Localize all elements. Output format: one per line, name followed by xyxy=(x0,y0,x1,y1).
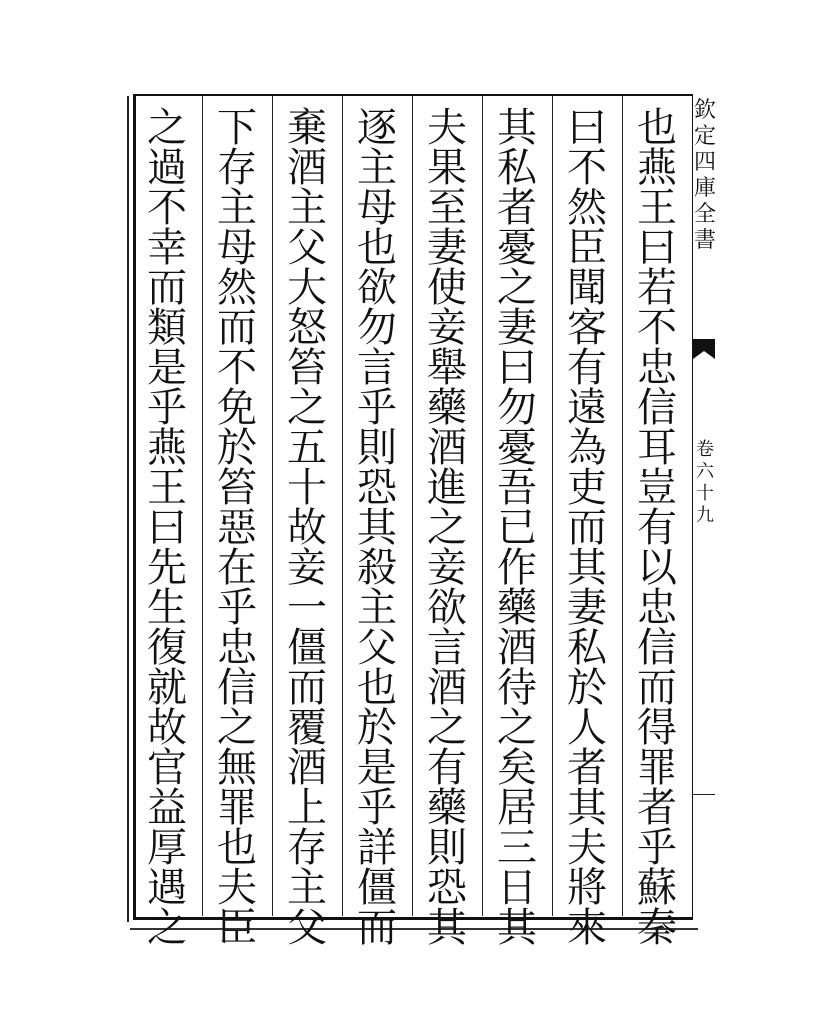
text-char: 復 xyxy=(147,625,187,671)
text-char: 藥 xyxy=(427,785,467,831)
text-char: 信 xyxy=(217,665,257,711)
text-char: 母 xyxy=(217,225,257,271)
text-char: 十 xyxy=(287,465,327,511)
text-char: 藥 xyxy=(497,585,537,631)
column-separator xyxy=(412,96,413,916)
text-char: 已 xyxy=(497,505,537,551)
outer-border-line xyxy=(127,96,129,922)
text-char: 乎 xyxy=(147,385,187,431)
text-char: 人 xyxy=(567,705,607,751)
text-char: 也 xyxy=(637,105,677,151)
text-char: 酒 xyxy=(497,625,537,671)
margin-char: 九 xyxy=(696,505,714,526)
text-char: 蘇 xyxy=(637,865,677,911)
text-char: 乎 xyxy=(357,385,397,431)
text-char: 妻 xyxy=(567,585,607,631)
text-column xyxy=(557,105,617,951)
text-char: 乎 xyxy=(217,585,257,631)
text-char: 而 xyxy=(287,665,327,711)
text-char: 五 xyxy=(287,425,327,471)
text-char: 其 xyxy=(427,905,467,951)
text-char: 之 xyxy=(147,905,187,951)
text-char: 益 xyxy=(147,785,187,831)
text-char: 信 xyxy=(637,385,677,431)
text-char: 其 xyxy=(497,905,537,951)
text-char: 者 xyxy=(637,785,677,831)
text-char: 殺 xyxy=(357,545,397,591)
text-char: 其 xyxy=(357,505,397,551)
text-char: 類 xyxy=(147,305,187,351)
text-column xyxy=(137,105,197,951)
text-char: 秦 xyxy=(637,905,677,951)
text-char: 罪 xyxy=(217,785,257,831)
text-char: 也 xyxy=(357,665,397,711)
text-char: 臣 xyxy=(217,905,257,951)
text-char: 夫 xyxy=(427,105,467,151)
text-char: 遠 xyxy=(567,385,607,431)
text-char: 欲 xyxy=(357,265,397,311)
text-char: 不 xyxy=(567,145,607,191)
text-char: 是 xyxy=(147,345,187,391)
text-char: 主 xyxy=(357,145,397,191)
text-char: 之 xyxy=(497,265,537,311)
text-char: 上 xyxy=(287,785,327,831)
text-char: 舉 xyxy=(427,345,467,391)
text-char: 忠 xyxy=(637,345,677,391)
margin-char: 定 xyxy=(693,124,716,149)
column-separator xyxy=(622,96,623,916)
text-char: 主 xyxy=(287,185,327,231)
text-char: 得 xyxy=(637,705,677,751)
text-char: 居 xyxy=(497,785,537,831)
text-char: 有 xyxy=(567,345,607,391)
text-char: 而 xyxy=(637,665,677,711)
margin-char: 庫 xyxy=(693,176,716,201)
text-char: 憂 xyxy=(497,425,537,471)
text-char: 客 xyxy=(567,305,607,351)
text-char: 忠 xyxy=(637,585,677,631)
text-char: 燕 xyxy=(147,425,187,471)
text-char: 忠 xyxy=(217,625,257,671)
text-char: 其 xyxy=(497,105,537,151)
text-char: 然 xyxy=(567,185,607,231)
column-separator xyxy=(482,96,483,916)
text-char: 覆 xyxy=(287,705,327,751)
text-char: 矣 xyxy=(497,745,537,791)
text-char: 若 xyxy=(637,265,677,311)
text-char: 下 xyxy=(217,105,257,151)
text-char: 酒 xyxy=(427,665,467,711)
volume-label xyxy=(693,439,717,527)
text-char: 言 xyxy=(357,345,397,391)
text-char: 之 xyxy=(147,105,187,151)
text-char: 乎 xyxy=(357,785,397,831)
margin-char: 欽 xyxy=(693,98,716,123)
margin-char: 全 xyxy=(693,202,716,227)
text-char: 豈 xyxy=(637,465,677,511)
text-char: 之 xyxy=(287,385,327,431)
margin-char: 六 xyxy=(696,461,714,482)
text-char: 至 xyxy=(427,185,467,231)
text-char: 笞 xyxy=(217,465,257,511)
text-char: 母 xyxy=(357,185,397,231)
text-char: 曰 xyxy=(567,105,607,151)
text-char: 厚 xyxy=(147,825,187,871)
text-char: 酒 xyxy=(287,145,327,191)
text-char: 就 xyxy=(147,665,187,711)
text-char: 幸 xyxy=(147,225,187,271)
text-char: 恐 xyxy=(427,865,467,911)
text-char: 主 xyxy=(357,585,397,631)
text-char: 過 xyxy=(147,145,187,191)
text-char: 恐 xyxy=(357,465,397,511)
text-char: 來 xyxy=(567,905,607,951)
text-char: 耳 xyxy=(637,425,677,471)
text-char: 使 xyxy=(427,265,467,311)
margin-char: 卷 xyxy=(696,439,714,460)
text-char: 夫 xyxy=(217,865,257,911)
text-char: 信 xyxy=(637,625,677,671)
text-char: 免 xyxy=(217,385,257,431)
text-char: 之 xyxy=(497,705,537,751)
column-separator xyxy=(202,96,203,916)
text-char: 大 xyxy=(287,265,327,311)
text-char: 酒 xyxy=(427,425,467,471)
text-char: 有 xyxy=(427,745,467,791)
text-char: 惡 xyxy=(217,505,257,551)
text-char: 父 xyxy=(287,905,327,951)
text-char: 故 xyxy=(287,505,327,551)
text-char: 則 xyxy=(357,425,397,471)
text-char: 以 xyxy=(637,545,677,591)
text-char: 曰 xyxy=(147,505,187,551)
margin-divider xyxy=(693,794,715,795)
text-char: 勿 xyxy=(497,385,537,431)
text-char: 將 xyxy=(567,865,607,911)
text-char: 果 xyxy=(427,145,467,191)
text-char: 妻 xyxy=(497,305,537,351)
text-column xyxy=(347,105,407,951)
text-char: 私 xyxy=(497,145,537,191)
text-char: 存 xyxy=(287,825,327,871)
text-char: 於 xyxy=(357,705,397,751)
text-column xyxy=(207,105,267,951)
text-char: 生 xyxy=(147,585,187,631)
text-char: 其 xyxy=(567,785,607,831)
text-char: 者 xyxy=(567,745,607,791)
text-char: 不 xyxy=(637,305,677,351)
text-column xyxy=(627,105,687,951)
text-char: 不 xyxy=(147,185,187,231)
text-char: 酒 xyxy=(287,745,327,791)
text-column xyxy=(277,105,337,951)
text-char: 在 xyxy=(217,545,257,591)
book-title xyxy=(693,98,717,254)
margin-char: 十 xyxy=(696,483,714,504)
text-char: 妾 xyxy=(427,545,467,591)
text-char: 罪 xyxy=(637,745,677,791)
text-char: 也 xyxy=(217,825,257,871)
text-char: 詳 xyxy=(357,825,397,871)
text-char: 而 xyxy=(217,305,257,351)
text-char: 臣 xyxy=(567,225,607,271)
text-char: 父 xyxy=(357,625,397,671)
text-char: 主 xyxy=(287,865,327,911)
text-char: 進 xyxy=(427,465,467,511)
text-char: 乎 xyxy=(637,825,677,871)
text-char: 三 xyxy=(497,825,537,871)
text-char: 作 xyxy=(497,545,537,591)
text-char: 王 xyxy=(147,465,187,511)
text-char: 僵 xyxy=(357,865,397,911)
column-separator xyxy=(342,96,343,916)
text-char: 王 xyxy=(637,185,677,231)
text-char: 怒 xyxy=(287,305,327,351)
text-char: 欲 xyxy=(427,585,467,631)
text-char: 遇 xyxy=(147,865,187,911)
text-char: 妻 xyxy=(427,225,467,271)
text-char: 憂 xyxy=(497,225,537,271)
text-column xyxy=(487,105,547,951)
text-char: 夫 xyxy=(567,825,607,871)
column-separator xyxy=(272,96,273,916)
text-char: 則 xyxy=(427,825,467,871)
text-char: 存 xyxy=(217,145,257,191)
text-char: 私 xyxy=(567,625,607,671)
text-char: 是 xyxy=(357,745,397,791)
text-char: 為 xyxy=(567,425,607,471)
text-char: 逐 xyxy=(357,105,397,151)
text-char: 其 xyxy=(567,545,607,591)
text-char: 故 xyxy=(147,705,187,751)
fishtail-mark-icon xyxy=(693,339,715,359)
text-char: 而 xyxy=(567,505,607,551)
column-separator xyxy=(552,96,553,916)
text-char: 言 xyxy=(427,625,467,671)
text-char: 於 xyxy=(217,425,257,471)
text-char: 笞 xyxy=(287,345,327,391)
text-char: 主 xyxy=(217,185,257,231)
text-char: 有 xyxy=(637,505,677,551)
text-char: 聞 xyxy=(567,265,607,311)
text-char: 者 xyxy=(497,185,537,231)
text-char: 於 xyxy=(567,665,607,711)
text-char: 而 xyxy=(357,905,397,951)
bottom-border-line xyxy=(130,928,698,930)
text-char: 妾 xyxy=(287,545,327,591)
text-char: 官 xyxy=(147,745,187,791)
text-char: 待 xyxy=(497,665,537,711)
page-margin-strip xyxy=(693,94,717,920)
text-column xyxy=(417,105,477,951)
text-char: 曰 xyxy=(637,225,677,271)
text-char: 而 xyxy=(147,265,187,311)
text-char: 燕 xyxy=(637,145,677,191)
margin-char: 書 xyxy=(693,228,716,253)
text-char: 也 xyxy=(357,225,397,271)
text-char: 之 xyxy=(427,505,467,551)
text-char: 之 xyxy=(217,705,257,751)
text-char: 父 xyxy=(287,225,327,271)
text-char: 無 xyxy=(217,745,257,791)
margin-char: 四 xyxy=(693,150,716,175)
text-char: 之 xyxy=(427,705,467,751)
text-char: 曰 xyxy=(497,345,537,391)
text-char: 日 xyxy=(497,865,537,911)
text-char: 藥 xyxy=(427,385,467,431)
text-char: 勿 xyxy=(357,305,397,351)
text-char: 棄 xyxy=(287,105,327,151)
text-char: 不 xyxy=(217,345,257,391)
text-char: 先 xyxy=(147,545,187,591)
text-char: 然 xyxy=(217,265,257,311)
text-char: 吾 xyxy=(497,465,537,511)
text-char: 僵 xyxy=(287,625,327,671)
text-char: 吏 xyxy=(567,465,607,511)
text-char: 一 xyxy=(287,585,327,631)
text-char: 妾 xyxy=(427,305,467,351)
